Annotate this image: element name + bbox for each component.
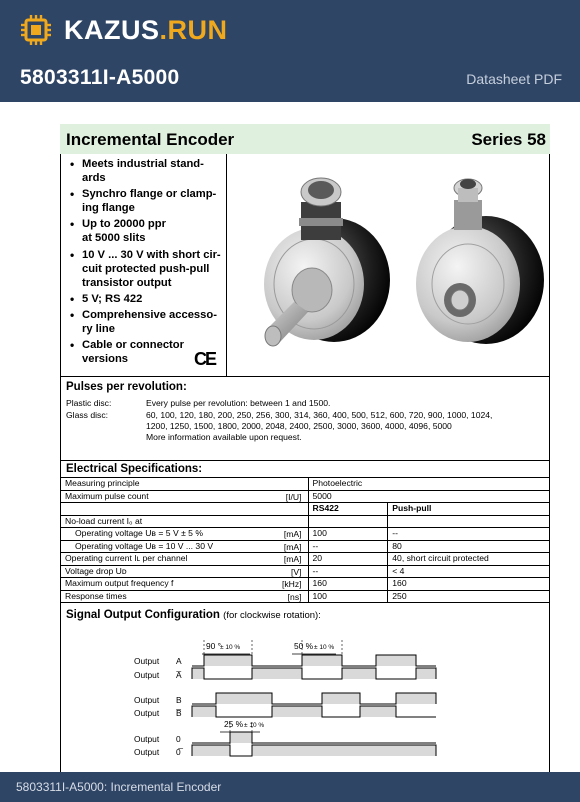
spec-unit: [mA] xyxy=(283,541,302,552)
signal-title-text: Signal Output Configuration xyxy=(66,609,220,621)
spec-row xyxy=(61,565,550,578)
section-divider xyxy=(60,460,550,461)
signal-title xyxy=(66,609,321,621)
pulse-fill xyxy=(272,706,322,717)
index-tolerance: ± 10 % xyxy=(244,722,265,729)
electrical-spec-table xyxy=(60,477,550,603)
spec-unit: [kHz] xyxy=(281,579,302,589)
wave-a-inv xyxy=(192,668,436,679)
pulse-fill xyxy=(192,745,230,756)
spec-row xyxy=(61,503,550,516)
electrical-title: Electrical Specifications: xyxy=(66,463,203,475)
pulse-fill xyxy=(396,693,436,704)
spec-row xyxy=(61,590,550,603)
channel-label: A xyxy=(176,656,182,666)
spec-parameter xyxy=(61,478,309,491)
plastic-disc-value: Every pulse per revolution: between 1 and 1500. xyxy=(146,398,331,408)
index-annotation: 25 % xyxy=(224,719,244,729)
brand-logo[interactable] xyxy=(20,14,228,46)
document-title: Incremental Encoder xyxy=(66,130,235,149)
spec-parameter-text: Voltage drop Uᴅ xyxy=(65,565,127,576)
channel-label: B xyxy=(176,695,182,705)
pulse-fill xyxy=(252,668,302,679)
duty-tolerance: ± 10 % xyxy=(314,644,335,651)
duty-annotation: 50 % xyxy=(294,641,314,651)
spec-parameter xyxy=(61,503,309,516)
spec-row xyxy=(61,515,550,528)
spec-row xyxy=(61,553,550,566)
spec-value: Photoelectric xyxy=(308,478,549,491)
output-label: Output xyxy=(134,656,160,666)
pulse-fill xyxy=(342,668,376,679)
pulse-fill xyxy=(252,745,436,756)
document-series: Series 58 xyxy=(471,130,546,149)
wave-0 xyxy=(192,732,436,743)
spec-parameter xyxy=(61,553,309,566)
spec-parameter xyxy=(61,490,309,503)
pulse-fill xyxy=(322,693,360,704)
spec-row xyxy=(61,490,550,503)
brand-wordmark xyxy=(64,15,228,46)
ce-mark: CE xyxy=(194,349,216,369)
output-label: Output xyxy=(134,734,160,744)
pulse-fill xyxy=(192,668,204,679)
spec-parameter xyxy=(61,578,309,591)
pulse-fill xyxy=(204,655,252,666)
spec-row xyxy=(61,578,550,591)
spec-value: 5000 xyxy=(308,490,549,503)
feature-item: • Up to 20000 ppr at 5000 slits xyxy=(68,217,226,245)
spec-unit: [mA] xyxy=(283,529,302,539)
feature-item: • Cable or connector versions xyxy=(68,338,226,366)
site-header xyxy=(0,0,580,102)
phase-annotation: 90 ° xyxy=(206,641,221,651)
spec-parameter xyxy=(61,540,309,553)
feature-item: • 5 V; RS 422 xyxy=(68,292,226,306)
glass-disc-label: Glass disc: xyxy=(66,410,109,420)
encoder-left xyxy=(264,178,390,346)
footer-text: 5803311I-A5000: Incremental Encoder xyxy=(16,780,222,794)
spec-unit: [ns] xyxy=(287,591,302,602)
glass-disc-line2: 1200, 1250, 1500, 1800, 2000, 2048, 2400, 2500, 3000, 3600, 4000, 4096, 5000 xyxy=(146,421,452,431)
pulse-fill xyxy=(230,732,252,743)
document-title-band xyxy=(60,124,550,154)
glass-disc-line1: 60, 100, 120, 180, 200, 250, 256, 300, 314, 360, 400, 500, 512, 600, 720, 900, 1000, 1024, xyxy=(146,410,493,420)
pulse-fill xyxy=(302,655,342,666)
feature-list xyxy=(68,157,226,368)
signal-title-note: (for clockwise rotation): xyxy=(223,610,321,621)
spec-value: 100 xyxy=(308,528,388,541)
feature-item: • 10 V ... 30 V with short cir- cuit protected push-pull transistor output xyxy=(68,248,226,290)
spec-parameter xyxy=(61,590,309,603)
spec-parameter-text: Maximum output frequency f xyxy=(65,578,174,589)
pulse-fill xyxy=(360,706,396,717)
glass-disc-line3: More information available upon request. xyxy=(146,432,302,442)
spec-unit: [I/U] xyxy=(285,491,302,502)
pulses-title: Pulses per revolution: xyxy=(66,381,187,393)
channel-label: 0̅ xyxy=(176,747,181,757)
spec-value: 100 xyxy=(308,590,388,603)
spec-row xyxy=(61,478,550,491)
feature-item: • Synchro flange or clamp- ing flange xyxy=(68,187,226,215)
spec-value: 80 xyxy=(388,540,550,553)
spec-parameter-text: Operating current Iʟ per channel xyxy=(65,553,188,564)
encoder-right xyxy=(416,179,544,344)
pulse-fill xyxy=(416,668,436,679)
spec-value: 160 xyxy=(308,578,388,591)
spec-parameter-text: Operating voltage Uв = 10 V ... 30 V xyxy=(75,540,214,551)
signal-timing-diagram xyxy=(60,630,550,770)
feature-item: • Meets industrial stand- ards xyxy=(68,157,226,185)
spec-parameter-text: Measuring principle xyxy=(65,478,140,489)
spec-unit: [V] xyxy=(291,566,302,577)
site-footer xyxy=(0,772,580,802)
pulse-fill xyxy=(376,655,416,666)
datasheet-pdf-label: Datasheet PDF xyxy=(466,71,562,87)
spec-value: 40, short circuit protected xyxy=(388,553,550,566)
plastic-disc-label: Plastic disc: xyxy=(66,398,112,408)
spec-value: 250 xyxy=(388,590,550,603)
chip-icon xyxy=(20,14,52,46)
output-label: Output xyxy=(134,695,160,705)
spec-value: Push-pull xyxy=(388,503,550,516)
output-label: Output xyxy=(134,670,160,680)
spec-value xyxy=(388,515,550,528)
channel-label: A̅ xyxy=(176,670,182,680)
pulse-fill xyxy=(216,693,272,704)
spec-parameter-text: No-load current I₀ at xyxy=(65,515,143,526)
spec-parameter-text: Response times xyxy=(65,590,127,601)
spec-parameter xyxy=(61,515,309,528)
feature-divider xyxy=(226,154,227,376)
channel-label: 0 xyxy=(176,734,181,744)
section-divider xyxy=(60,376,550,377)
output-label: Output xyxy=(134,747,160,757)
pulse-fill xyxy=(192,706,216,717)
brand-run: .RUN xyxy=(159,14,228,45)
encoder-photo xyxy=(236,162,548,374)
spec-value: 20 xyxy=(308,553,388,566)
spec-parameter-text: Maximum pulse count xyxy=(65,490,149,501)
feature-item: • Comprehensive accesso- ry line xyxy=(68,308,226,336)
spec-value: < 4 xyxy=(388,565,550,578)
spec-row xyxy=(61,540,550,553)
spec-value: -- xyxy=(308,540,388,553)
spec-unit: [mA] xyxy=(283,554,302,564)
spec-value xyxy=(308,515,388,528)
spec-value: -- xyxy=(308,565,388,578)
spec-value: 160 xyxy=(388,578,550,591)
output-label: Output xyxy=(134,708,160,718)
spec-value: -- xyxy=(388,528,550,541)
brand-kazus: KAZUS xyxy=(64,14,160,45)
phase-tolerance: ± 10 % xyxy=(220,644,241,651)
spec-row xyxy=(61,528,550,541)
channel-label: B̅ xyxy=(176,708,182,718)
spec-parameter xyxy=(61,528,309,541)
spec-value: RS422 xyxy=(308,503,388,516)
spec-parameter xyxy=(61,565,309,578)
part-number-title: 5803311I-A5000 xyxy=(20,66,180,89)
spec-parameter-text: Operating voltage Uв = 5 V ± 5 % xyxy=(75,528,203,539)
